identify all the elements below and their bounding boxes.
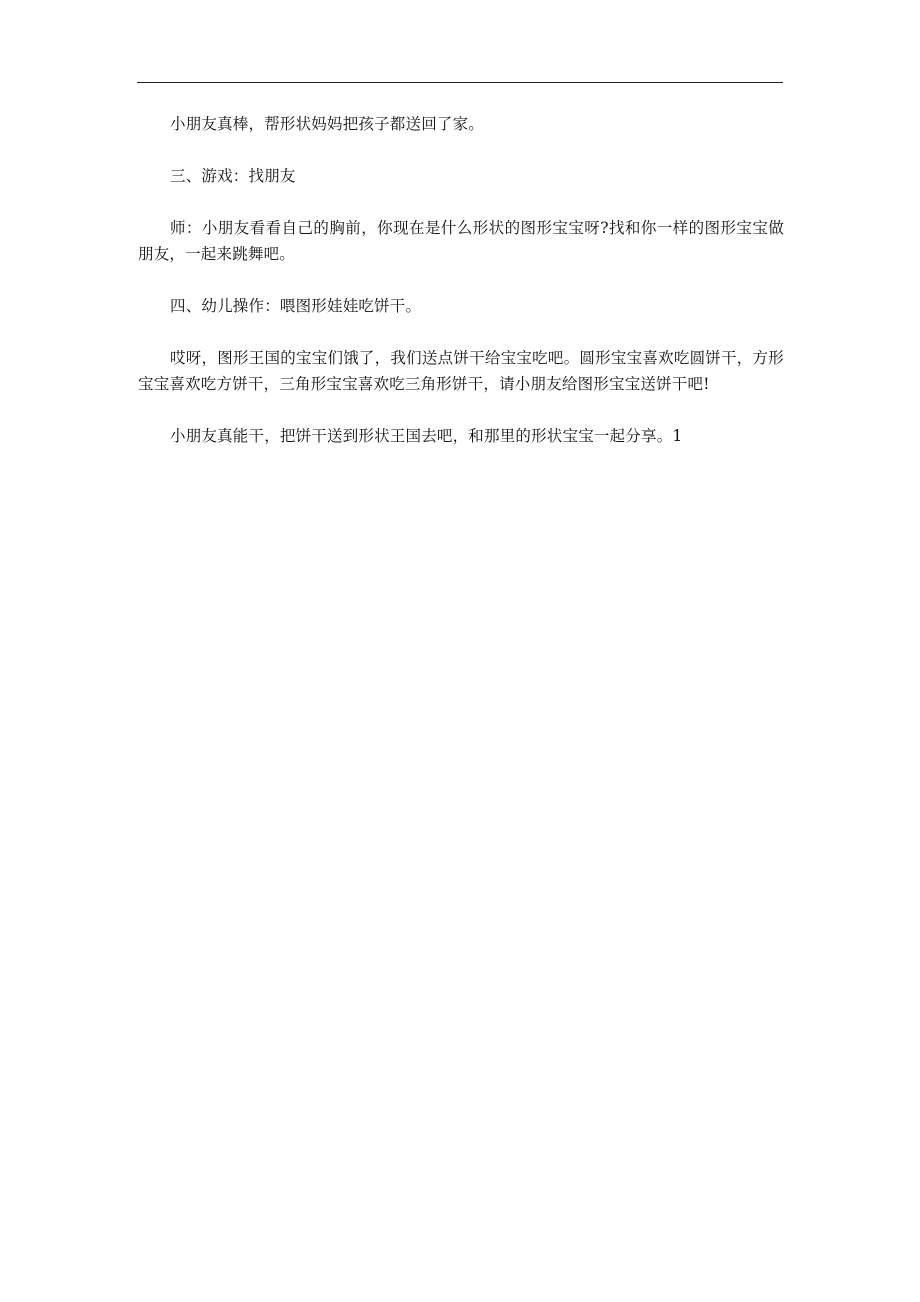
paragraph-teacher-instruction: 师：小朋友看看自己的胸前，你现在是什么形状的图形宝宝呀?找和你一样的图形宝宝做朋友，一起来跳舞吧。	[138, 219, 784, 263]
paragraph-closing: 小朋友真能干，把饼干送到形状王国去吧，和那里的形状宝宝一起分享。1	[170, 427, 683, 445]
header-rule	[137, 82, 783, 83]
paragraph-feeding-shapes: 哎呀，图形王国的宝宝们饿了，我们送点饼干给宝宝吃吧。圆形宝宝喜欢吃圆饼干，方形宝宝喜欢吃方饼干，三角形宝宝喜欢吃三角形饼干，请小朋友给图形宝宝送饼干吧!	[138, 349, 784, 393]
section-heading-game: 三、游戏：找朋友	[170, 167, 296, 185]
section-heading-activity: 四、幼儿操作：喂图形娃娃吃饼干。	[170, 297, 422, 315]
paragraph-praise: 小朋友真棒，帮形状妈妈把孩子都送回了家。	[170, 115, 485, 133]
document-body	[138, 111, 784, 475]
